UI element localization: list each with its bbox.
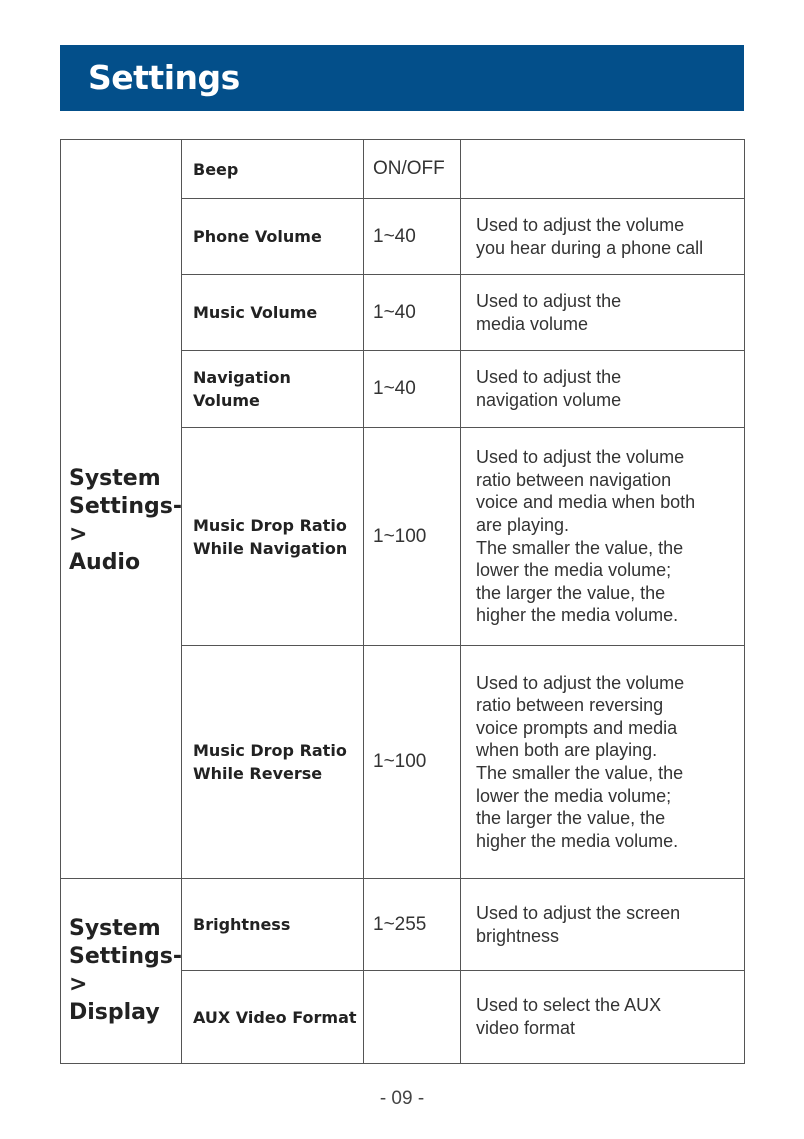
setting-name: Music Drop Ratio While Navigation [182,428,364,646]
table-row [61,879,745,971]
setting-range: 1~40 [364,275,461,351]
setting-range: 1~40 [364,199,461,275]
setting-name: Music Drop Ratio While Reverse [182,646,364,879]
page-number: - 09 - [379,1088,425,1109]
setting-description: Used to adjust the volume ratio between navigation voice and media when both are playing. The smaller the value, the lower the media volume; the larger the value, the higher the media volume. [461,428,745,646]
setting-description: Used to adjust the screen brightness [461,879,745,971]
setting-name: Music Volume [182,275,364,351]
settings-table [60,139,745,1064]
setting-name: Navigation Volume [182,351,364,428]
setting-range: 1~255 [364,879,461,971]
setting-description: Used to adjust the volume you hear during a phone call [461,199,745,275]
setting-name: AUX Video Format [182,971,364,1064]
setting-name: Phone Volume [182,199,364,275]
setting-description: Used to adjust the volume ratio between reversing voice prompts and media when both are playing. The smaller the value, the lower the media volume; the larger the value, the higher the media volume. [461,646,745,879]
setting-description [461,140,745,199]
setting-description: Used to adjust the navigation volume [461,351,745,428]
setting-description: Used to adjust the media volume [461,275,745,351]
page-header [60,45,744,111]
table-row [61,140,745,199]
setting-range: 1~100 [364,428,461,646]
setting-name: Beep [182,140,364,199]
setting-range: 1~100 [364,646,461,879]
setting-range: ON/OFF [364,140,461,199]
page-title: Settings [88,58,240,97]
section-label-audio: System Settings-> Audio [61,140,182,879]
section-label-display: System Settings-> Display [61,879,182,1064]
setting-description: Used to select the AUX video format [461,971,745,1064]
setting-range [364,971,461,1064]
setting-range: 1~40 [364,351,461,428]
setting-name: Brightness [182,879,364,971]
